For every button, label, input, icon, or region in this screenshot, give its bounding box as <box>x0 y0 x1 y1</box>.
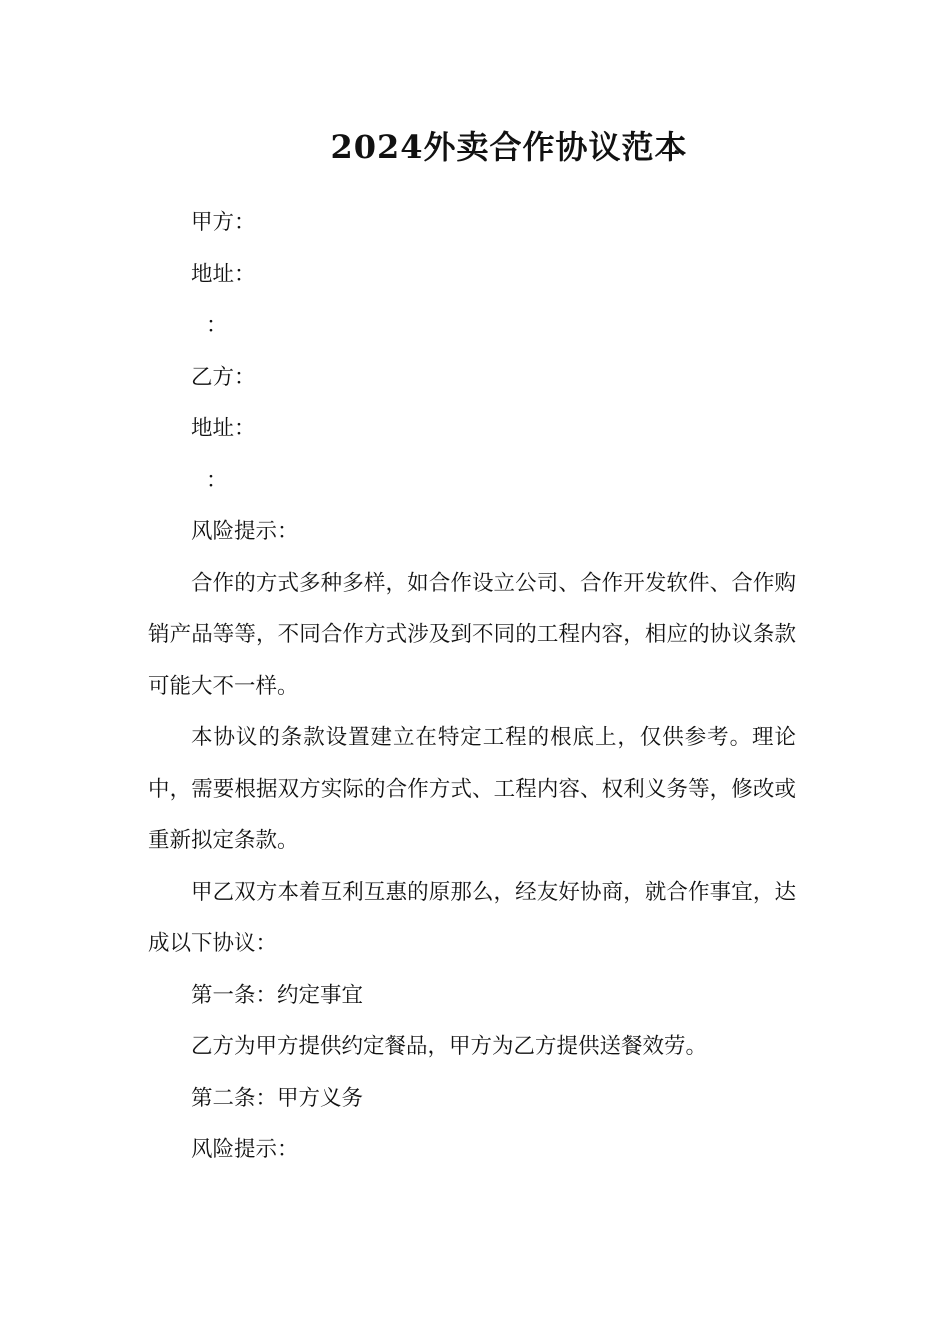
risk-tip-heading-2: 风险提示： <box>191 1137 299 1162</box>
document-title: 2024外卖合作协议范本 <box>330 128 688 166</box>
article-2-heading: 第二条：甲方义务 <box>191 1085 364 1111</box>
document-body <box>148 197 796 1176</box>
party-a-address-label: 地址： <box>191 261 256 287</box>
article-1-heading: 第一条：约定事宜 <box>191 982 364 1008</box>
party-b-address-label: 地址： <box>191 416 256 441</box>
party-a-label: 甲方： <box>191 210 256 235</box>
party-b-label: 乙方： <box>191 364 256 390</box>
party-b-extra-label: ： <box>206 467 228 493</box>
risk-tip-heading: 风险提示： <box>191 519 299 544</box>
party-a-extra-label: ： <box>206 313 228 338</box>
article-1-text: 乙方为甲方提供约定餐品，甲方为乙方提供送餐效劳。 <box>191 1034 708 1059</box>
paragraph-agreement-intro: 甲乙双方本着互利互惠的原那么，经友好协商，就合作事宜，达成以下协议： <box>148 879 796 956</box>
paragraph-cooperation-methods: 合作的方式多种多样，如合作设立公司、合作开发软件、合作购销产品等等，不同合作方式涉及到不同的工程内容，相应的协议条款可能大不一样。 <box>148 570 796 699</box>
paragraph-terms-reference: 本协议的条款设置建立在特定工程的根底上，仅供参考。理论中，需要根据双方实际的合作方式、工程内容、权利义务等，修改或重新拟定条款。 <box>148 725 796 853</box>
